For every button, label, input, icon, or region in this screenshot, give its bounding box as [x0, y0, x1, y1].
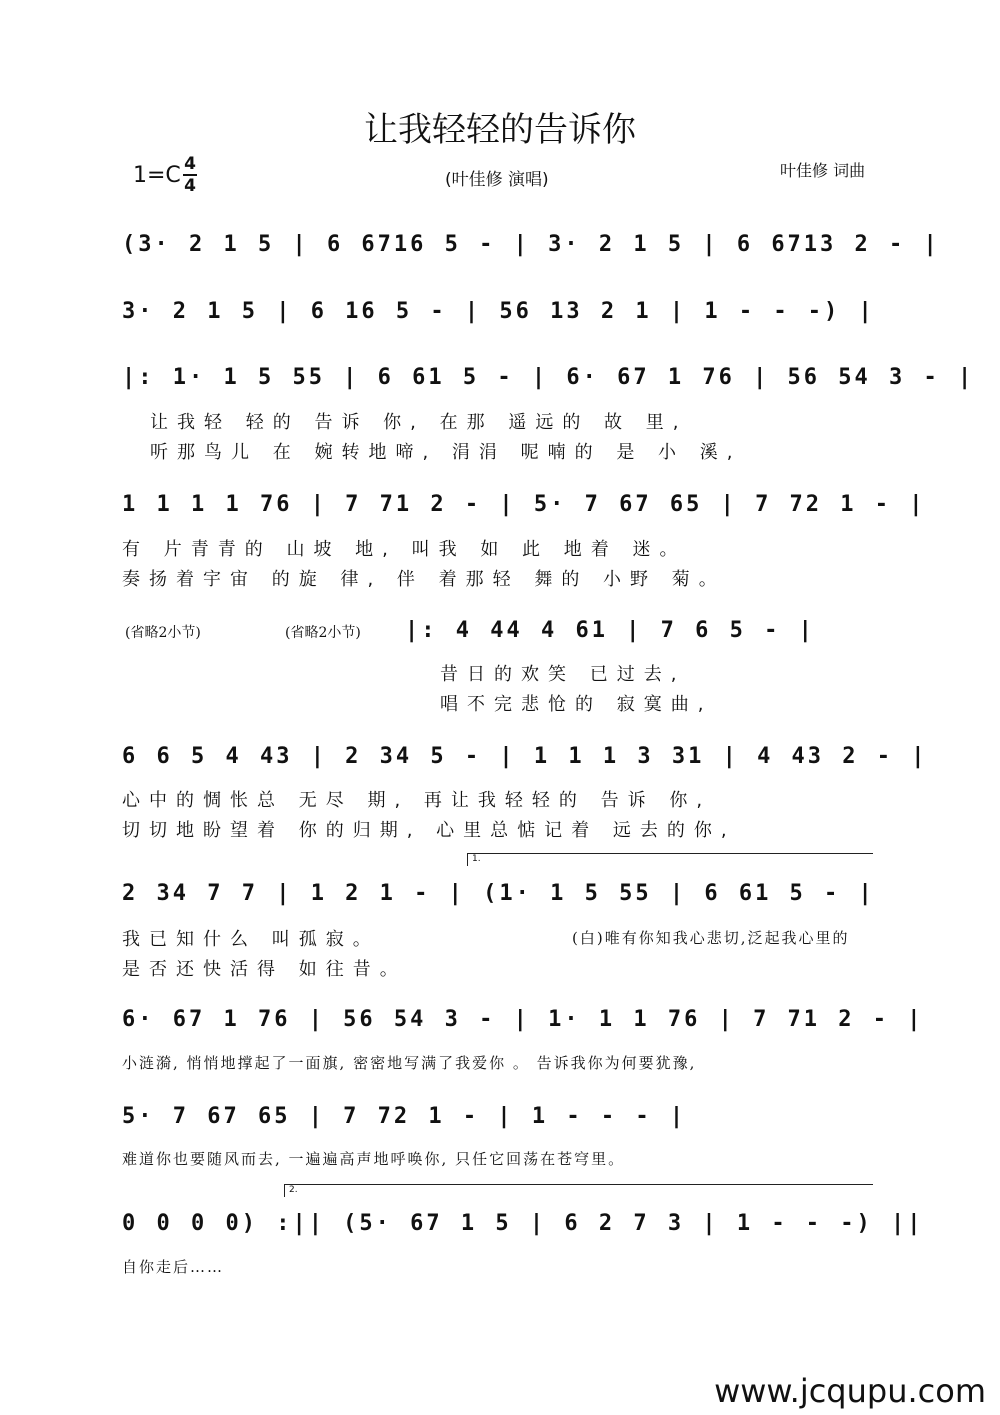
second-ending-bracket: [284, 1184, 873, 1197]
intro-row-1: (3· 2 1 5 | 6 6716 5 - | 3· 2 1 5 | 6 6713 2 - |: [122, 232, 940, 257]
omitted-bars-note: (省略2小节): [285, 625, 361, 641]
time-signature-top: 4: [184, 154, 196, 174]
intro-row-2: 3· 2 1 5 | 6 16 5 - | 56 13 2 1 | 1 - - -) |: [122, 299, 875, 324]
interlude-row-1: 6· 67 1 76 | 56 54 3 - | 1· 1 1 76 | 7 71 2 - |: [122, 1007, 924, 1032]
first-ending-label: 1.: [472, 854, 481, 864]
verse-row-2: 1 1 1 1 76 | 7 71 2 - | 5· 7 67 65 | 7 72 1 - |: [122, 492, 926, 517]
lyric-line: 有 片青青的 山坡 地, 叫我 如 此 地着 迷。: [122, 539, 687, 560]
song-title: 让我轻轻的告诉你: [364, 110, 636, 150]
spoken-line: 难道你也要随风而去, 一遍遍高声地呼唤你, 只任它回荡在苍穹里。: [122, 1150, 626, 1168]
lyric-line: 我已知什么 叫孤寂。: [122, 929, 380, 950]
lyric-line: 心中的惆怅总 无尽 期, 再让我轻轻的 告诉 你,: [122, 790, 712, 811]
time-signature-bottom: 4: [184, 176, 196, 196]
interlude-row-2: 5· 7 67 65 | 7 72 1 - | 1 - - - |: [122, 1104, 687, 1129]
omitted-bars-note: (省略2小节): [125, 625, 201, 641]
lyric-line: 奏扬着宇宙 的旋 律, 伴 着那轻 舞的 小野 菊。: [122, 569, 726, 590]
site-watermark: www.jcqupu.com: [714, 1372, 986, 1410]
spoken-line: 小涟漪, 悄悄地撑起了一面旗, 密密地写满了我爱你 。 告诉我你为何要犹豫,: [122, 1054, 697, 1072]
first-ending-bracket: [467, 853, 873, 866]
lyric-line: 听那鸟儿 在 婉转地啼, 涓涓 呢喃的 是 小 溪,: [150, 442, 742, 463]
lyric-line: 昔日的欢笑 已过去,: [440, 664, 686, 685]
lyric-line: 让我轻 轻的 告诉 你, 在那 遥远的 故 里,: [150, 412, 688, 433]
chorus-row-3: 2 34 7 7 | 1 2 1 - | (1· 1 5 55 | 6 61 5 - |: [122, 881, 875, 906]
ending-row: 0 0 0 0) :|| (5· 67 1 5 | 6 2 7 3 | 1 - - -) ||: [122, 1211, 924, 1236]
verse-row-1: |: 1· 1 5 55 | 6 61 5 - | 6· 67 1 76 | 56 54 3 - |: [122, 365, 975, 390]
chorus-row-1: |: 4 44 4 61 | 7 6 5 - |: [405, 618, 815, 643]
spoken-line: 自你走后……: [122, 1258, 225, 1276]
chorus-row-2: 6 6 5 4 43 | 2 34 5 - | 1 1 1 3 31 | 4 43 2 - |: [122, 744, 928, 769]
lyric-line: 切切地盼望着 你的归期, 心里总惦记着 远去的你,: [122, 820, 736, 841]
singer-credit: (叶佳修 演唱): [445, 170, 549, 190]
lyric-line: 是否还快活得 如往昔。: [122, 959, 407, 980]
author-credit: 叶佳修 词曲: [780, 161, 866, 180]
time-signature: [183, 155, 197, 195]
key-signature: 1=C: [133, 163, 181, 188]
second-ending-label: 2.: [289, 1185, 298, 1195]
spoken-line: (白)唯有你知我心悲切,泛起我心里的: [572, 929, 850, 947]
lyric-line: 唱不完悲怆的 寂寞曲,: [440, 694, 713, 715]
